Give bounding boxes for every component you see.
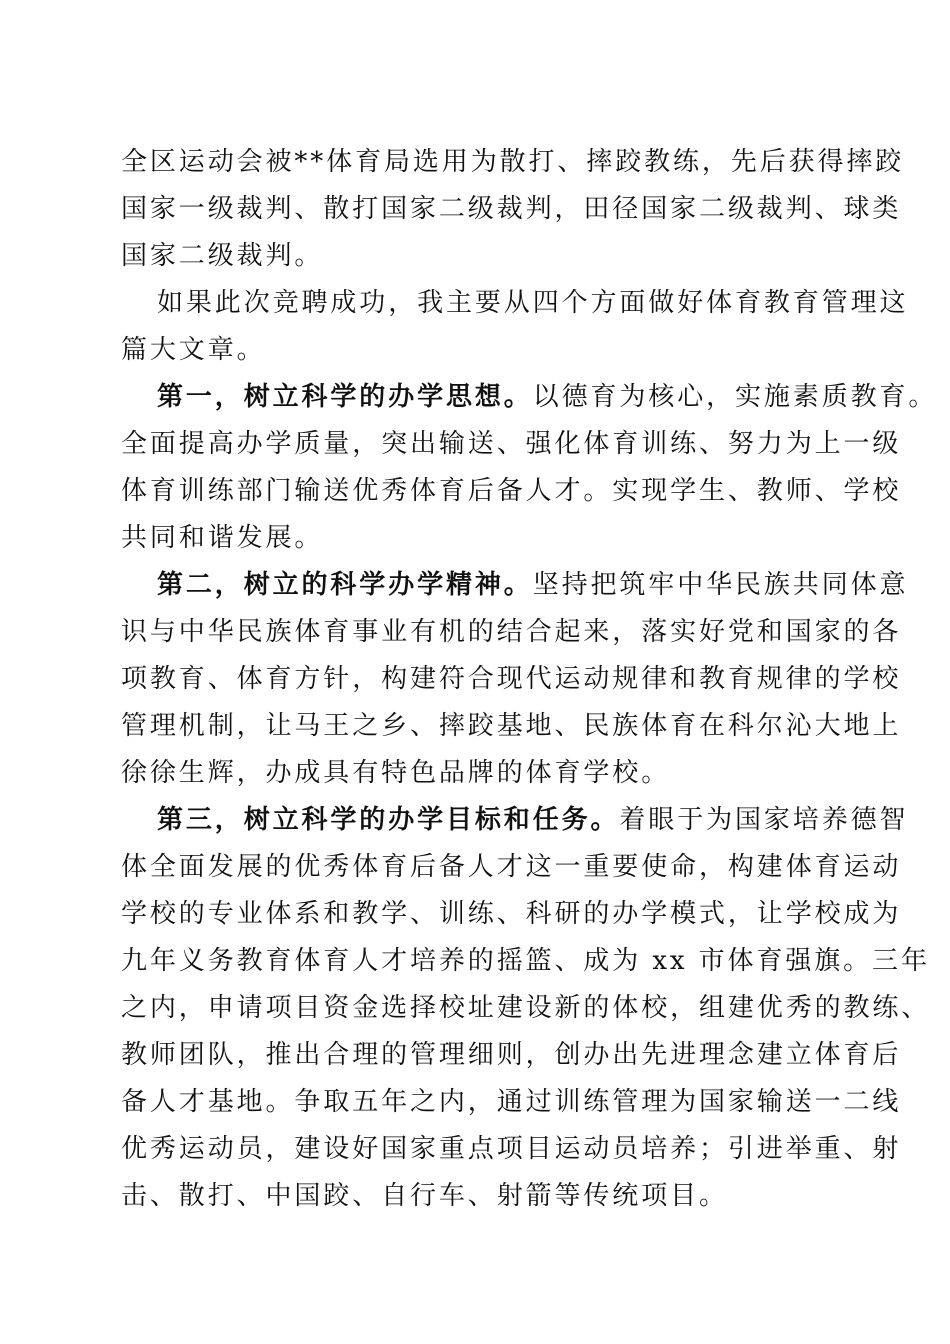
text-run: 以德育为核心，实施素质教育。 <box>532 382 938 412</box>
text-line: 优秀运动员，建设好国家重点项目运动员培养；引进举重、射 <box>121 1134 902 1164</box>
section-heading: 第一，树立科学的办学思想。 <box>157 382 533 412</box>
text-line: 国家一级裁判、散打国家二级裁判，田径国家二级裁判、球类 <box>121 194 902 224</box>
text-line: 如果此次竞聘成功，我主要从四个方面做好体育教育管理这 <box>157 288 909 318</box>
text-line: 徐徐生辉，办成具有特色品牌的体育学校。 <box>121 758 671 788</box>
text-run: 坚持把筑牢中华民族共同体意 <box>532 570 909 600</box>
text-line: 备人才基地。争取五年之内，通过训练管理为国家输送一二线 <box>121 1087 902 1117</box>
text-line: 共同和谐发展。 <box>121 523 324 553</box>
section-heading: 第三，树立科学的办学目标和任务。 <box>157 805 620 835</box>
text-line: 教师团队，推出合理的管理细则，创办出先进理念建立体育后 <box>121 1040 902 1070</box>
text-line <box>157 805 908 835</box>
text-line: 学校的专业体系和教学、训练、科研的办学模式，让学校成为 <box>121 899 902 929</box>
text-line: 体全面发展的优秀体育后备人才这一重要使命，构建体育运动 <box>121 852 902 882</box>
text-line: 项教育、体育方针，构建符合现代运动规律和教育规律的学校 <box>121 664 902 694</box>
text-line: 九年义务教育体育人才培养的摇篮、成为 xx 市体育强旗。三年 <box>121 946 930 976</box>
text-line: 识与中华民族体育事业有机的结合起来，落实好党和国家的各 <box>121 617 902 647</box>
text-line: 管理机制，让马王之乡、摔跤基地、民族体育在科尔沁大地上 <box>121 711 902 741</box>
text-line: 全面提高办学质量，突出输送、强化体育训练、努力为上一级 <box>121 429 902 459</box>
text-line: 之内，申请项目资金选择校址建设新的体校，组建优秀的教练、 <box>121 993 931 1023</box>
text-line: 体育训练部门输送优秀体育后备人才。实现学生、教师、学校 <box>121 476 902 506</box>
text-line <box>157 382 937 412</box>
text-line: 击、散打、中国跤、自行车、射箭等传统项目。 <box>121 1181 728 1211</box>
text-line: 全区运动会被**体育局选用为散打、摔跤教练，先后获得摔跤 <box>121 147 905 177</box>
section-heading: 第二，树立的科学办学精神。 <box>157 570 533 600</box>
text-run: 着眼于为国家培养德智 <box>619 805 909 835</box>
text-line <box>157 570 908 600</box>
text-line: 篇大文章。 <box>121 335 266 365</box>
text-line: 国家二级裁判。 <box>121 241 324 271</box>
